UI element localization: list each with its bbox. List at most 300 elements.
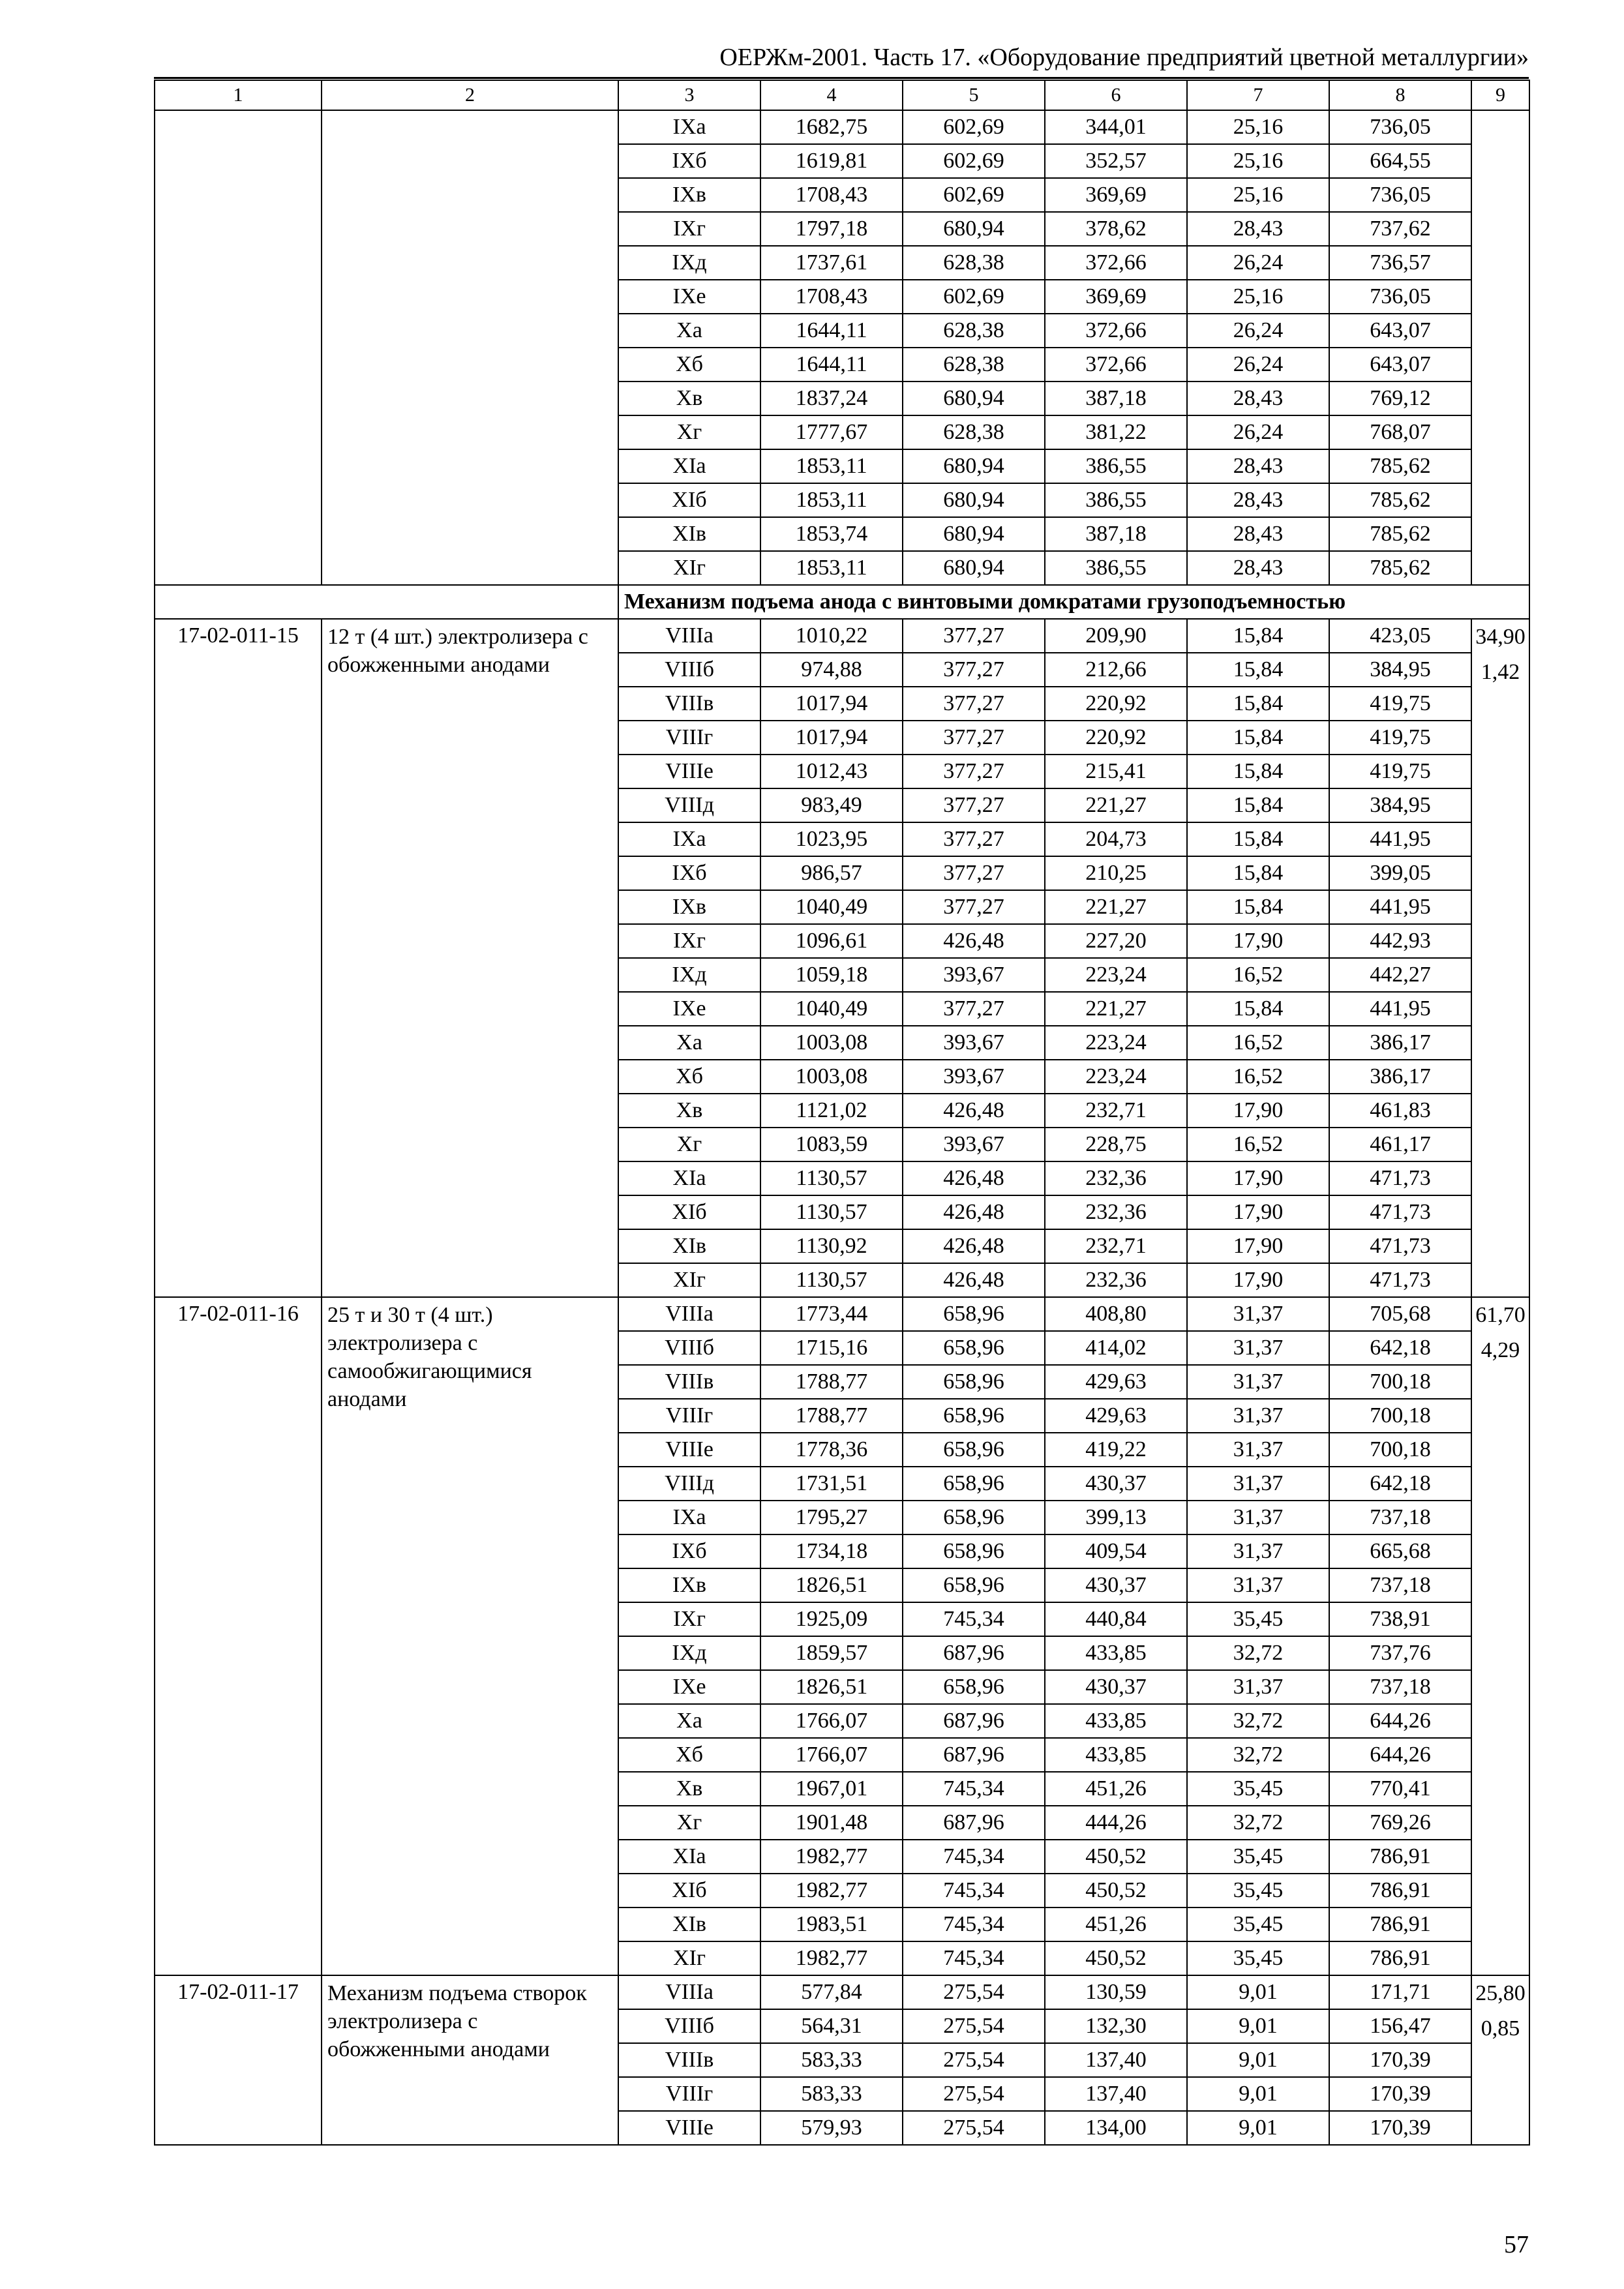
column-number: 2 <box>322 80 618 110</box>
rate-code: 17-02-011-16 <box>155 1297 322 1975</box>
value-cell: 1083,59 <box>760 1128 903 1161</box>
value-cell: 31,37 <box>1187 1365 1329 1399</box>
value-cell: 737,18 <box>1329 1568 1471 1602</box>
value-cell: 232,36 <box>1045 1195 1187 1229</box>
value-cell: 785,62 <box>1329 551 1471 585</box>
value-cell: 31,37 <box>1187 1467 1329 1501</box>
region-cell: VIIIг <box>618 1399 760 1433</box>
value-cell: 9,01 <box>1187 2077 1329 2111</box>
value-cell: 419,75 <box>1329 721 1471 755</box>
region-cell: IXг <box>618 924 760 958</box>
region-cell: XIг <box>618 551 760 585</box>
value-cell: 377,27 <box>903 856 1045 890</box>
value-cell: 1982,77 <box>760 1941 903 1975</box>
value-cell: 15,84 <box>1187 822 1329 856</box>
value-cell: 1734,18 <box>760 1534 903 1568</box>
region-cell: Xг <box>618 1806 760 1840</box>
value-cell: 785,62 <box>1329 449 1471 483</box>
value-cell: 220,92 <box>1045 687 1187 721</box>
value-cell: 1773,44 <box>760 1297 903 1331</box>
value-cell: 221,27 <box>1045 788 1187 822</box>
value-cell: 1010,22 <box>760 619 903 653</box>
value-cell: 25,16 <box>1187 110 1329 144</box>
column-number: 9 <box>1471 80 1529 110</box>
value-cell: 204,73 <box>1045 822 1187 856</box>
value-cell: 745,34 <box>903 1772 1045 1806</box>
value-cell: 471,73 <box>1329 1161 1471 1195</box>
value-cell: 377,27 <box>903 890 1045 924</box>
value-cell: 15,84 <box>1187 619 1329 653</box>
value-cell: 1003,08 <box>760 1026 903 1060</box>
value-cell: 786,91 <box>1329 1941 1471 1975</box>
value-cell: 986,57 <box>760 856 903 890</box>
region-cell: IXб <box>618 1534 760 1568</box>
table-row <box>155 1297 1529 1331</box>
value-cell: 399,05 <box>1329 856 1471 890</box>
column-number: 3 <box>618 80 760 110</box>
value-cell: 28,43 <box>1187 551 1329 585</box>
region-cell: VIIIа <box>618 1975 760 2009</box>
region-cell: Xг <box>618 415 760 449</box>
value-cell: 134,00 <box>1045 2111 1187 2145</box>
region-cell: VIIIв <box>618 2043 760 2077</box>
table-row <box>155 619 1529 653</box>
column-number-row <box>155 80 1529 110</box>
value-cell: 17,90 <box>1187 1161 1329 1195</box>
value-cell: 228,75 <box>1045 1128 1187 1161</box>
value-cell: 378,62 <box>1045 212 1187 246</box>
value-cell: 583,33 <box>760 2043 903 2077</box>
value-cell: 664,55 <box>1329 144 1471 178</box>
value-cell: 442,27 <box>1329 958 1471 992</box>
value-cell: 9,01 <box>1187 1975 1329 2009</box>
value-cell: 441,95 <box>1329 822 1471 856</box>
value-cell: 471,73 <box>1329 1229 1471 1263</box>
value-cell: 381,22 <box>1045 415 1187 449</box>
value-cell: 1826,51 <box>760 1670 903 1704</box>
value-cell: 770,41 <box>1329 1772 1471 1806</box>
value-cell: 26,24 <box>1187 314 1329 348</box>
value-cell: 426,48 <box>903 1195 1045 1229</box>
value-cell: 15,84 <box>1187 992 1329 1026</box>
value-cell: 450,52 <box>1045 1874 1187 1908</box>
value-cell: 745,34 <box>903 1941 1045 1975</box>
rate-code <box>155 110 322 585</box>
region-cell: IXе <box>618 280 760 314</box>
value-cell: 31,37 <box>1187 1534 1329 1568</box>
value-cell: 1788,77 <box>760 1399 903 1433</box>
rate-description: 25 т и 30 т (4 шт.) электролизера с самообжигающимися анодами <box>322 1297 618 1975</box>
value-cell: 1130,57 <box>760 1195 903 1229</box>
page-number: 57 <box>1504 2231 1529 2258</box>
value-cell: 9,01 <box>1187 2043 1329 2077</box>
value-cell: 680,94 <box>903 382 1045 415</box>
value-cell: 419,75 <box>1329 755 1471 788</box>
value-cell: 419,75 <box>1329 687 1471 721</box>
value-cell: 1708,43 <box>760 178 903 212</box>
value-cell: 426,48 <box>903 1263 1045 1297</box>
value-cell: 9,01 <box>1187 2111 1329 2145</box>
region-cell: Xб <box>618 1738 760 1772</box>
value-cell: 1766,07 <box>760 1738 903 1772</box>
region-cell: Xг <box>618 1128 760 1161</box>
value-cell: 785,62 <box>1329 483 1471 517</box>
value-cell: 658,96 <box>903 1670 1045 1704</box>
value-cell: 1766,07 <box>760 1704 903 1738</box>
value-cell: 275,54 <box>903 2009 1045 2043</box>
value-cell: 680,94 <box>903 449 1045 483</box>
region-cell: IXв <box>618 1568 760 1602</box>
value-cell: 232,36 <box>1045 1161 1187 1195</box>
value-cell: 643,07 <box>1329 348 1471 382</box>
value-cell: 232,71 <box>1045 1229 1187 1263</box>
value-cell: 377,27 <box>903 619 1045 653</box>
value-cell: 384,95 <box>1329 653 1471 687</box>
value-cell: 737,18 <box>1329 1501 1471 1534</box>
value-cell: 440,84 <box>1045 1602 1187 1636</box>
value-cell: 442,93 <box>1329 924 1471 958</box>
region-cell: IXв <box>618 890 760 924</box>
region-cell: VIIIв <box>618 687 760 721</box>
region-cell: XIб <box>618 483 760 517</box>
value-cell: 17,90 <box>1187 1094 1329 1128</box>
value-cell: 35,45 <box>1187 1840 1329 1874</box>
value-cell: 444,26 <box>1045 1806 1187 1840</box>
region-cell: VIIIг <box>618 2077 760 2111</box>
value-cell: 1121,02 <box>760 1094 903 1128</box>
value-cell: 745,34 <box>903 1602 1045 1636</box>
value-cell: 583,33 <box>760 2077 903 2111</box>
value-cell: 32,72 <box>1187 1704 1329 1738</box>
value-cell: 1925,09 <box>760 1602 903 1636</box>
region-cell: XIв <box>618 1229 760 1263</box>
value-cell: 737,62 <box>1329 212 1471 246</box>
rate-description <box>322 110 618 585</box>
value-cell: 433,85 <box>1045 1636 1187 1670</box>
value-cell: 408,80 <box>1045 1297 1187 1331</box>
region-cell: IXв <box>618 178 760 212</box>
value-cell: 132,30 <box>1045 2009 1187 2043</box>
value-cell: 642,18 <box>1329 1467 1471 1501</box>
value-cell: 736,05 <box>1329 110 1471 144</box>
value-cell: 1003,08 <box>760 1060 903 1094</box>
value-cell: 1901,48 <box>760 1806 903 1840</box>
page-header <box>154 38 1529 79</box>
value-cell: 393,67 <box>903 1026 1045 1060</box>
value-cell: 344,01 <box>1045 110 1187 144</box>
region-cell: VIIIв <box>618 1365 760 1399</box>
value-cell: 393,67 <box>903 1128 1045 1161</box>
value-cell: 1017,94 <box>760 721 903 755</box>
value-cell: 35,45 <box>1187 1941 1329 1975</box>
value-cell: 1096,61 <box>760 924 903 958</box>
value-cell: 275,54 <box>903 2043 1045 2077</box>
region-cell: XIа <box>618 1161 760 1195</box>
region-cell: Xв <box>618 1094 760 1128</box>
value-cell: 602,69 <box>903 280 1045 314</box>
region-cell: Xв <box>618 1772 760 1806</box>
region-cell: IXд <box>618 1636 760 1670</box>
value-cell: 28,43 <box>1187 449 1329 483</box>
column-number: 7 <box>1187 80 1329 110</box>
value-cell: 377,27 <box>903 687 1045 721</box>
value-cell: 16,52 <box>1187 1026 1329 1060</box>
value-cell: 426,48 <box>903 1229 1045 1263</box>
region-cell: XIа <box>618 1840 760 1874</box>
value-cell: 28,43 <box>1187 382 1329 415</box>
value-cell: 387,18 <box>1045 517 1187 551</box>
value-cell: 17,90 <box>1187 1263 1329 1297</box>
value-cell: 221,27 <box>1045 992 1187 1026</box>
value-cell: 786,91 <box>1329 1908 1471 1941</box>
value-cell: 377,27 <box>903 788 1045 822</box>
value-cell: 423,05 <box>1329 619 1471 653</box>
value-cell: 461,83 <box>1329 1094 1471 1128</box>
value-cell: 384,95 <box>1329 788 1471 822</box>
value-cell: 1737,61 <box>760 246 903 280</box>
value-cell: 738,91 <box>1329 1602 1471 1636</box>
value-cell: 387,18 <box>1045 382 1187 415</box>
value-cell: 430,37 <box>1045 1467 1187 1501</box>
extra-cell <box>1471 1297 1529 1975</box>
value-cell: 35,45 <box>1187 1602 1329 1636</box>
value-cell: 1715,16 <box>760 1331 903 1365</box>
value-cell: 386,55 <box>1045 449 1187 483</box>
value-cell: 1982,77 <box>760 1840 903 1874</box>
value-cell: 658,96 <box>903 1501 1045 1534</box>
region-cell: IXд <box>618 246 760 280</box>
region-cell: VIIIе <box>618 1433 760 1467</box>
region-cell: XIв <box>618 1908 760 1941</box>
value-cell: 223,24 <box>1045 1060 1187 1094</box>
region-cell: Xв <box>618 382 760 415</box>
value-cell: 1040,49 <box>760 890 903 924</box>
value-cell: 579,93 <box>760 2111 903 2145</box>
region-cell: VIIIб <box>618 1331 760 1365</box>
region-cell: VIIIа <box>618 619 760 653</box>
value-cell: 785,62 <box>1329 517 1471 551</box>
value-cell: 26,24 <box>1187 348 1329 382</box>
value-cell: 786,91 <box>1329 1840 1471 1874</box>
value-cell: 170,39 <box>1329 2077 1471 2111</box>
value-cell: 1778,36 <box>760 1433 903 1467</box>
value-cell: 1795,27 <box>760 1501 903 1534</box>
value-cell: 1797,18 <box>760 212 903 246</box>
value-cell: 1853,11 <box>760 551 903 585</box>
value-cell: 377,27 <box>903 822 1045 856</box>
value-cell: 450,52 <box>1045 1840 1187 1874</box>
value-cell: 35,45 <box>1187 1874 1329 1908</box>
value-cell: 687,96 <box>903 1806 1045 1840</box>
value-cell: 737,76 <box>1329 1636 1471 1670</box>
value-cell: 700,18 <box>1329 1433 1471 1467</box>
value-cell: 658,96 <box>903 1534 1045 1568</box>
value-cell: 414,02 <box>1045 1331 1187 1365</box>
table-body <box>155 80 1529 2145</box>
value-cell: 433,85 <box>1045 1704 1187 1738</box>
value-cell: 137,40 <box>1045 2043 1187 2077</box>
value-cell: 232,36 <box>1045 1263 1187 1297</box>
value-cell: 419,22 <box>1045 1433 1187 1467</box>
region-cell: VIIIе <box>618 755 760 788</box>
value-cell: 430,37 <box>1045 1568 1187 1602</box>
region-cell: IXа <box>618 110 760 144</box>
value-cell: 31,37 <box>1187 1501 1329 1534</box>
value-cell: 15,84 <box>1187 687 1329 721</box>
value-cell: 461,17 <box>1329 1128 1471 1161</box>
extra-cell <box>1471 1975 1529 2145</box>
value-cell: 1859,57 <box>760 1636 903 1670</box>
value-cell: 471,73 <box>1329 1195 1471 1229</box>
region-cell: Xб <box>618 1060 760 1094</box>
value-cell: 220,92 <box>1045 721 1187 755</box>
value-cell: 25,16 <box>1187 280 1329 314</box>
value-cell: 1682,75 <box>760 110 903 144</box>
value-cell: 223,24 <box>1045 958 1187 992</box>
value-cell: 680,94 <box>903 517 1045 551</box>
value-cell: 433,85 <box>1045 1738 1187 1772</box>
rate-description: 12 т (4 шт.) электролизера с обожженными анодами <box>322 619 618 1297</box>
value-cell: 736,05 <box>1329 178 1471 212</box>
value-cell: 471,73 <box>1329 1263 1471 1297</box>
value-cell: 1708,43 <box>760 280 903 314</box>
value-cell: 215,41 <box>1045 755 1187 788</box>
region-cell: XIг <box>618 1941 760 1975</box>
value-cell: 9,01 <box>1187 2009 1329 2043</box>
value-cell: 1983,51 <box>760 1908 903 1941</box>
value-cell: 25,16 <box>1187 178 1329 212</box>
value-cell: 974,88 <box>760 653 903 687</box>
value-cell: 786,91 <box>1329 1874 1471 1908</box>
value-cell: 35,45 <box>1187 1772 1329 1806</box>
value-cell: 687,96 <box>903 1738 1045 1772</box>
extra-value: 34,90 <box>1475 625 1526 649</box>
value-cell: 17,90 <box>1187 924 1329 958</box>
value-cell: 705,68 <box>1329 1297 1471 1331</box>
value-cell: 602,69 <box>903 144 1045 178</box>
value-cell: 377,27 <box>903 653 1045 687</box>
value-cell: 1130,57 <box>760 1161 903 1195</box>
value-cell: 1853,11 <box>760 449 903 483</box>
value-cell: 16,52 <box>1187 958 1329 992</box>
value-cell: 26,24 <box>1187 246 1329 280</box>
value-cell: 658,96 <box>903 1433 1045 1467</box>
value-cell: 643,07 <box>1329 314 1471 348</box>
region-cell: XIв <box>618 517 760 551</box>
section-spacer <box>155 585 618 619</box>
value-cell: 372,66 <box>1045 348 1187 382</box>
value-cell: 1130,57 <box>760 1263 903 1297</box>
value-cell: 130,59 <box>1045 1975 1187 2009</box>
region-cell: VIIIд <box>618 1467 760 1501</box>
region-cell: XIг <box>618 1263 760 1297</box>
section-row <box>155 585 1529 619</box>
value-cell: 221,27 <box>1045 890 1187 924</box>
value-cell: 137,40 <box>1045 2077 1187 2111</box>
extra-value: 25,80 <box>1475 1981 1526 2005</box>
value-cell: 26,24 <box>1187 415 1329 449</box>
region-cell: IXб <box>618 144 760 178</box>
value-cell: 658,96 <box>903 1568 1045 1602</box>
value-cell: 399,13 <box>1045 1501 1187 1534</box>
value-cell: 31,37 <box>1187 1297 1329 1331</box>
region-cell: XIб <box>618 1874 760 1908</box>
column-number: 6 <box>1045 80 1187 110</box>
value-cell: 768,07 <box>1329 415 1471 449</box>
region-cell: IXе <box>618 992 760 1026</box>
value-cell: 31,37 <box>1187 1433 1329 1467</box>
value-cell: 1644,11 <box>760 314 903 348</box>
value-cell: 1023,95 <box>760 822 903 856</box>
value-cell: 369,69 <box>1045 280 1187 314</box>
value-cell: 1731,51 <box>760 1467 903 1501</box>
value-cell: 15,84 <box>1187 788 1329 822</box>
value-cell: 170,39 <box>1329 2111 1471 2145</box>
value-cell: 16,52 <box>1187 1060 1329 1094</box>
value-cell: 602,69 <box>903 178 1045 212</box>
value-cell: 1837,24 <box>760 382 903 415</box>
value-cell: 700,18 <box>1329 1365 1471 1399</box>
value-cell: 393,67 <box>903 958 1045 992</box>
value-cell: 25,16 <box>1187 144 1329 178</box>
value-cell: 15,84 <box>1187 721 1329 755</box>
value-cell: 31,37 <box>1187 1670 1329 1704</box>
value-cell: 232,71 <box>1045 1094 1187 1128</box>
value-cell: 32,72 <box>1187 1636 1329 1670</box>
value-cell: 628,38 <box>903 246 1045 280</box>
extra-cell <box>1471 619 1529 1297</box>
value-cell: 212,66 <box>1045 653 1187 687</box>
value-cell: 680,94 <box>903 551 1045 585</box>
value-cell: 602,69 <box>903 110 1045 144</box>
value-cell: 1788,77 <box>760 1365 903 1399</box>
value-cell: 15,84 <box>1187 755 1329 788</box>
value-cell: 426,48 <box>903 924 1045 958</box>
header-title: ОЕРЖм-2001. Часть 17. «Оборудование предприятий цветной металлургии» <box>719 44 1529 71</box>
region-cell: XIб <box>618 1195 760 1229</box>
value-cell: 1619,81 <box>760 144 903 178</box>
value-cell: 429,63 <box>1045 1399 1187 1433</box>
region-cell: VIIIб <box>618 653 760 687</box>
region-cell: IXе <box>618 1670 760 1704</box>
value-cell: 736,57 <box>1329 246 1471 280</box>
value-cell: 409,54 <box>1045 1534 1187 1568</box>
region-cell: Xа <box>618 1026 760 1060</box>
rate-description: Механизм подъема створок электролизера с обожженными анодами <box>322 1975 618 2145</box>
value-cell: 429,63 <box>1045 1365 1187 1399</box>
value-cell: 369,69 <box>1045 178 1187 212</box>
value-cell: 1040,49 <box>760 992 903 1026</box>
value-cell: 658,96 <box>903 1399 1045 1433</box>
value-cell: 665,68 <box>1329 1534 1471 1568</box>
extra-cell <box>1471 110 1529 585</box>
value-cell: 737,18 <box>1329 1670 1471 1704</box>
value-cell: 393,67 <box>903 1060 1045 1094</box>
value-cell: 16,52 <box>1187 1128 1329 1161</box>
column-number: 5 <box>903 80 1045 110</box>
value-cell: 680,94 <box>903 212 1045 246</box>
value-cell: 658,96 <box>903 1467 1045 1501</box>
value-cell: 450,52 <box>1045 1941 1187 1975</box>
value-cell: 1017,94 <box>760 687 903 721</box>
value-cell: 372,66 <box>1045 246 1187 280</box>
value-cell: 983,49 <box>760 788 903 822</box>
value-cell: 700,18 <box>1329 1399 1471 1433</box>
region-cell: VIIIе <box>618 2111 760 2145</box>
value-cell: 1853,74 <box>760 517 903 551</box>
region-cell: IXд <box>618 958 760 992</box>
value-cell: 1982,77 <box>760 1874 903 1908</box>
